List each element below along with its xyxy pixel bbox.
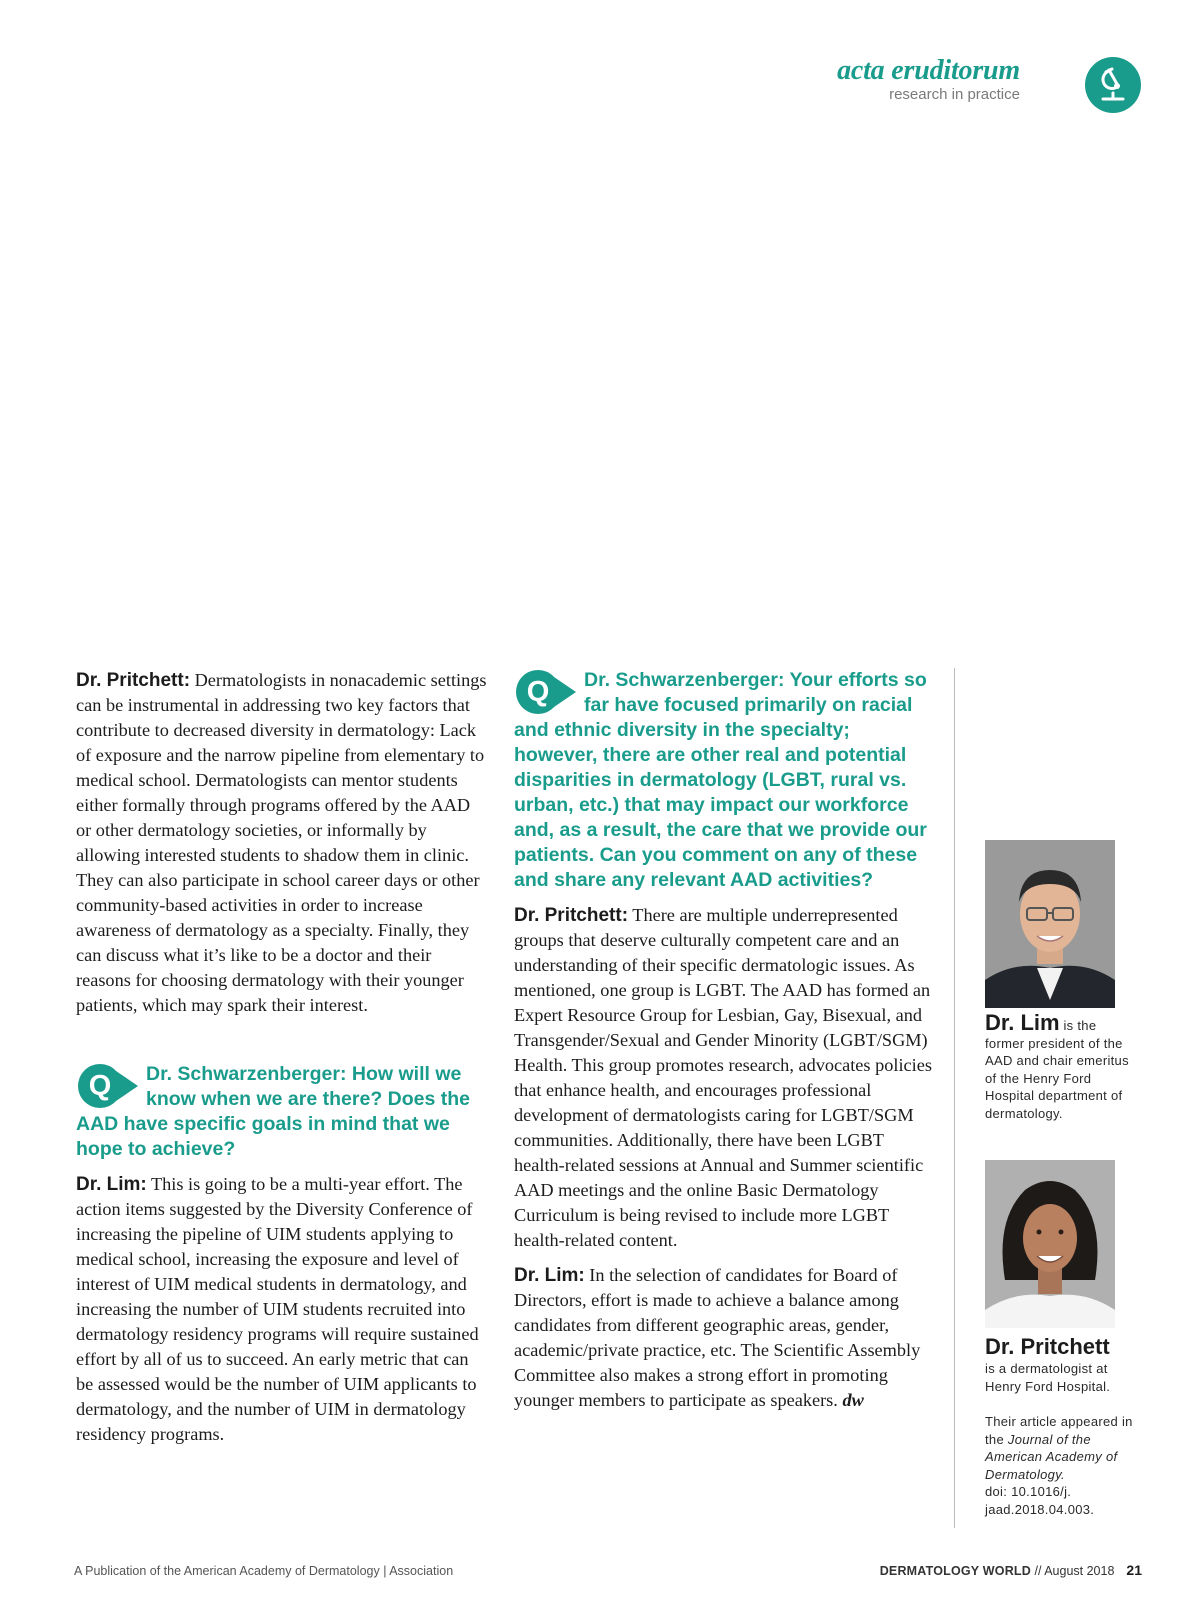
- page-number: 21: [1126, 1562, 1142, 1578]
- question-badge-icon: [514, 668, 576, 716]
- question-text: Dr. Schwarzenberger: Your efforts so far have focused primarily on racial and ethnic diversity in the specialty; however, there are other real and potential disparities in dermatology (LGBT, rural vs. urban, etc.) that may impact our workforce and, as a result, the care that we provide our patients. Can you comment on any of these and share any relevant AAD activities?: [514, 669, 927, 891]
- article-credit: [985, 1413, 1135, 1518]
- speaker-label: Dr. Lim:: [514, 1265, 585, 1286]
- speaker-label: Dr. Pritchett:: [514, 905, 629, 926]
- masthead: [837, 56, 1020, 104]
- column-divider: [954, 668, 955, 1528]
- speaker-label: Dr. Pritchett:: [76, 670, 191, 691]
- section-subtitle: research in practice: [889, 86, 1020, 103]
- profile-name: Dr. Pritchett: [985, 1334, 1110, 1359]
- profile-description: is the former president of the AAD and chair emeritus of the Henry Ford Hospital department of dermatology.: [985, 1018, 1129, 1121]
- answer-paragraph: [76, 1172, 488, 1447]
- question-block: [514, 668, 934, 893]
- question-badge-letter: Q: [526, 676, 550, 708]
- answer-paragraph: [514, 903, 934, 1253]
- journal-title: Journal of the American Academy of Dermatology.: [985, 1431, 1118, 1482]
- answer-text: Dermatologists in nonacademic settings can be instrumental in addressing two key factors that contribute to decreased diversity in dermatology: Lack of exposure and the narrow pipeline from elementary to medical school. Dermatologists can mentor students either formally through programs offered by the AAD or other dermatology societies, or informally by allowing interested students to shadow them in clinic. They can also participate in school career days or other community-based activities in order to increase awareness of dermatology as a specialty. Finally, they can discuss what it’s like to be a doctor and their reasons for choosing dermatology with their younger patients, which may spark their interest.: [76, 670, 487, 1015]
- issue-date: August 2018: [1044, 1564, 1115, 1578]
- profile-pritchett: [985, 1160, 1135, 1518]
- question-text: Dr. Schwarzenberger: How will we know when we are there? Does the AAD have specific goals in mind that we hope to achieve?: [76, 1063, 470, 1160]
- profile-description: is a dermatologist at Henry Ford Hospital.: [985, 1361, 1111, 1394]
- question-block: [76, 1062, 488, 1162]
- answer-paragraph: [76, 668, 488, 1018]
- portrait-photo: [985, 1160, 1115, 1328]
- column-left: [76, 668, 488, 1447]
- section-title: acta eruditorum: [837, 55, 1020, 86]
- publication-name: DERMATOLOGY WORLD: [879, 1564, 1032, 1578]
- doi-text: doi: 10.1016/j. jaad.2018.04.003.: [985, 1484, 1095, 1517]
- end-mark: dw: [842, 1390, 864, 1410]
- profile-name: Dr. Lim: [985, 1010, 1060, 1035]
- portrait-photo: [985, 840, 1115, 1008]
- question-badge-letter: Q: [88, 1070, 112, 1102]
- footer-publisher: A Publication of the American Academy of Dermatology | Association: [74, 1564, 454, 1578]
- speaker-label: Dr. Lim:: [76, 1174, 147, 1195]
- answer-text: This is going to be a multi-year effort. The action items suggested by the Diversity Conference of increasing the pipeline of UIM students applying to medical school, increasing the exposure and level of interest of UIM medical students in dermatology, and increasing the number of UIM students recruited into dermatology residency programs will require sustained effort by all of us to succeed. An early metric that can be assessed would be the number of UIM applicants to dermatology, and the number of UIM in dermatology residency programs.: [76, 1174, 479, 1444]
- column-middle: [514, 668, 934, 1413]
- footer-issue: [880, 1562, 1142, 1578]
- answer-paragraph: [514, 1263, 934, 1413]
- profile-lim: [985, 840, 1135, 1122]
- answer-text: There are multiple underrepresented groups that deserve culturally competent care and an understanding of their specific dermatologic issues. As mentioned, one group is LGBT. The AAD has formed an Expert Resource Group for Lesbian, Gay, Bisexual, and Transgender/Sexual and Gender Minority (LGBT/SGM) Health. This group promotes research, advocates policies that enhance health, and encourages professional development of dermatologists caring for LGBT/SGM communities. Additionally, there have been LGBT health-related sessions at Annual and Summer scientific AAD meetings and the online Basic Dermatology Curriculum is being revised to include more LGBT health-related content.: [514, 905, 932, 1250]
- credit-text: Their article appeared in the: [985, 1414, 1133, 1447]
- question-badge-icon: [76, 1062, 138, 1110]
- profile-bio: [985, 1010, 1135, 1122]
- profile-bio: [985, 1334, 1135, 1395]
- microscope-icon: [1085, 57, 1141, 113]
- footer-separator: //: [1031, 1564, 1045, 1578]
- answer-text: In the selection of candidates for Board of Directors, effort is made to achieve a balance among candidates from different geographic areas, gender, academic/private practice, etc. The Scientific Assembly Committee also makes a strong effort in promoting younger members to participate as speakers.: [514, 1265, 921, 1410]
